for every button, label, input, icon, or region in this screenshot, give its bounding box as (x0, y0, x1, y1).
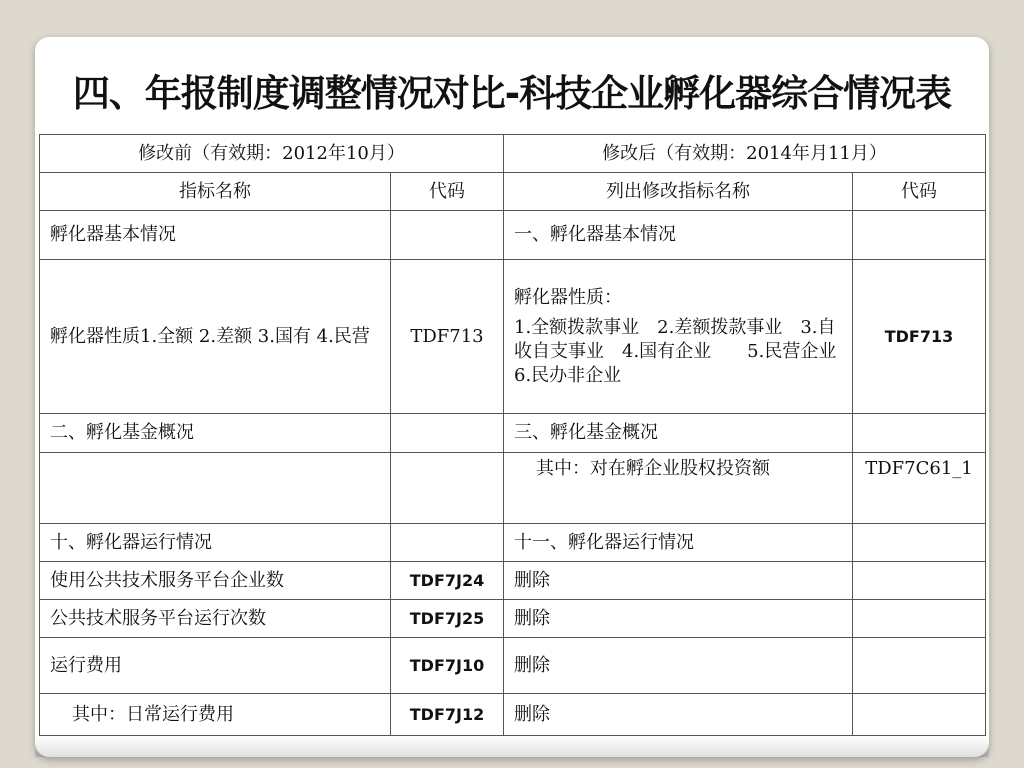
cell-name-after: 1.全额拨款事业 2.差额拨款事业 3.自收自支事业 4.国有企业 5.民营企业 6.民办非企业 (514, 316, 891, 386)
cell-code-before: TDF713 (391, 260, 504, 414)
table-row (40, 453, 986, 524)
cell-code-after (853, 638, 986, 694)
cell-code-before: TDF7J25 (391, 600, 504, 638)
table-header-row (40, 135, 986, 173)
cell-code-before (391, 414, 504, 453)
cell-code-before (391, 211, 504, 260)
cell-code-after (853, 600, 986, 638)
table-row (40, 414, 986, 453)
header-before: 修改前（有效期：2012年10月） (40, 135, 504, 173)
cell-code-before: TDF7J10 (391, 638, 504, 694)
table-row (40, 260, 986, 414)
cell-code-before (391, 453, 504, 524)
cell-name-before: 孵化器性质1.全额 2.差额 3.国有 4.民营 (40, 260, 391, 414)
cell-name-after: 十一、孵化器运行情况 (504, 524, 853, 562)
cell-code-after: TDF713 (853, 260, 986, 414)
cell-name-after: 删除 (504, 638, 853, 694)
col-code-before: 代码 (391, 173, 504, 211)
cell-code-before (391, 524, 504, 562)
cell-name-before: 公共技术服务平台运行次数 (40, 600, 391, 638)
table-row (40, 694, 986, 736)
slide-bottom-edge (35, 735, 989, 757)
cell-name-before (40, 453, 391, 524)
table-row (40, 524, 986, 562)
table-row (40, 638, 986, 694)
cell-code-before: TDF7J24 (391, 562, 504, 600)
cell-code-after: TDF7C61_1 (853, 453, 986, 524)
cell-name-after: 三、孵化基金概况 (504, 414, 853, 453)
cell-name-after-group (504, 260, 891, 414)
cell-name-after: 删除 (504, 562, 853, 600)
table-row (40, 600, 986, 638)
cell-code-before: TDF7J12 (391, 694, 504, 736)
cell-name-after: 删除 (504, 600, 853, 638)
col-code-after: 代码 (853, 173, 986, 211)
cell-name-after-title: 孵化器性质： (514, 286, 622, 308)
slide-title: 四、年报制度调整情况对比-科技企业孵化器综合情况表 (72, 72, 952, 115)
cell-name-after: 其中：对在孵企业股权投资额 (504, 453, 853, 524)
cell-code-after (853, 211, 986, 260)
col-name-after: 列出修改指标名称 (504, 173, 853, 211)
header-after: 修改后（有效期：2014年月11月） (504, 135, 986, 173)
cell-name-before: 孵化器基本情况 (40, 211, 391, 260)
cell-code-after (853, 524, 986, 562)
cell-name-before: 十、孵化器运行情况 (40, 524, 391, 562)
cell-name-after: 一、孵化器基本情况 (504, 211, 853, 260)
cell-name-before: 其中：日常运行费用 (40, 694, 391, 736)
cell-name-before: 二、孵化基金概况 (40, 414, 391, 453)
table-column-row (40, 173, 986, 211)
table-row (40, 562, 986, 600)
col-name-before: 指标名称 (40, 173, 391, 211)
cell-code-after (853, 414, 986, 453)
cell-name-after: 删除 (504, 694, 853, 736)
table-row (40, 211, 986, 260)
comparison-table (39, 134, 986, 736)
cell-code-after (853, 694, 986, 736)
slide (35, 37, 989, 757)
cell-name-before: 运行费用 (40, 638, 391, 694)
cell-name-before: 使用公共技术服务平台企业数 (40, 562, 391, 600)
cell-code-after (853, 562, 986, 600)
